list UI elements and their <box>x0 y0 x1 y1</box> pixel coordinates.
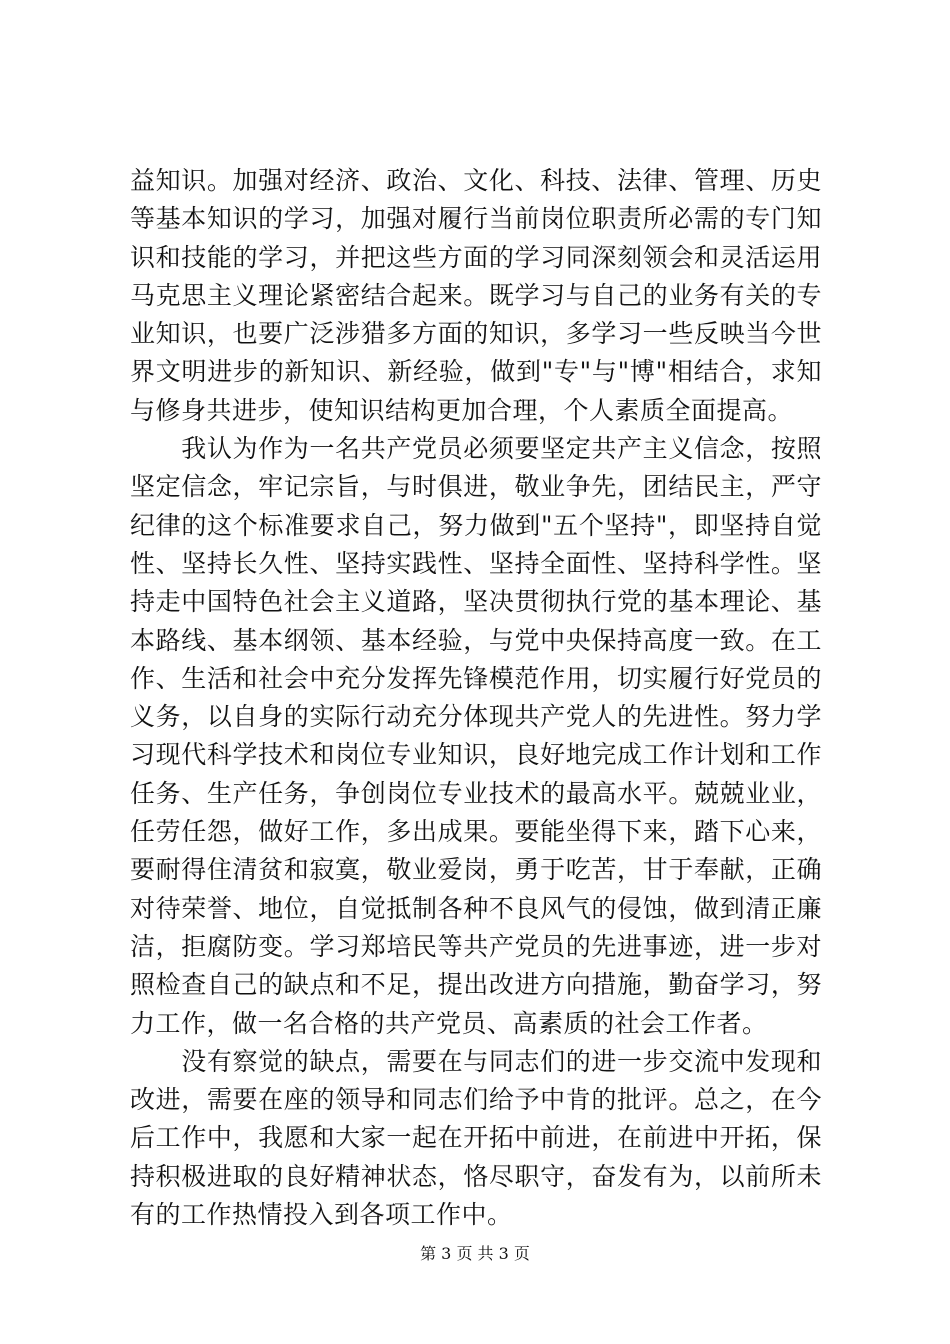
text-line: 本路线、基本纲领、基本经验，与党中央保持高度一致。在工 <box>130 625 822 655</box>
text-line: 性、坚持长久性、坚持实践性、坚持全面性、坚持科学性。坚 <box>130 548 822 578</box>
text-line: 义务，以自身的实际行动充分体现共产党人的先进性。努力学 <box>130 702 822 732</box>
text-line: 等基本知识的学习，加强对履行当前岗位职责所必需的专门知 <box>130 204 822 234</box>
text-line: 益知识。加强对经济、政治、文化、科技、法律、管理、历史 <box>130 166 822 195</box>
text-line: 改进，需要在座的领导和同志们给予中肯的批评。总之，在今 <box>130 1085 822 1115</box>
text-line: 习现代科学技术和岗位专业知识，良好地完成工作计划和工作 <box>130 740 822 770</box>
text-line: 持走中国特色社会主义道路，坚决贯彻执行党的基本理论、基 <box>130 587 822 617</box>
text-line: 作、生活和社会中充分发挥先锋模范作用，切实履行好党员的 <box>130 663 822 693</box>
text-line: 任务、生产任务，争创岗位专业技术的最高水平。兢兢业业， <box>130 778 822 808</box>
text-line: 持积极进取的良好精神状态，恪尽职守，奋发有为，以前所未 <box>130 1161 822 1191</box>
text-line: 识和技能的学习，并把这些方面的学习同深刻领会和灵活运用 <box>130 242 822 272</box>
text-line: 有的工作热情投入到各项工作中。 <box>130 1200 513 1230</box>
text-line: 对待荣誉、地位，自觉抵制各种不良风气的侵蚀，做到清正廉 <box>130 893 822 923</box>
text-line: 洁，拒腐防变。学习郑培民等共产党员的先进事迹，进一步对 <box>130 931 822 961</box>
text-line: 照检查自己的缺点和不足，提出改进方向措施，勤奋学习，努 <box>130 970 822 1000</box>
text-line: 要耐得住清贫和寂寞，敬业爱岗，勇于吃苦，甘于奉献，正确 <box>130 855 822 885</box>
text-line: 纪律的这个标准要求自己，努力做到"五个坚持"，即坚持自觉 <box>130 510 822 540</box>
body-text <box>130 162 822 1234</box>
text-line: 坚定信念，牢记宗旨，与时俱进，敬业争先，团结民主，严守 <box>130 472 822 502</box>
text-line: 马克思主义理论紧密结合起来。既学习与自己的业务有关的专 <box>130 280 822 310</box>
text-line: 业知识，也要广泛涉猎多方面的知识，多学习一些反映当今世 <box>130 319 822 349</box>
text-line: 没有察觉的缺点，需要在与同志们的进一步交流中发现和 <box>130 1046 822 1076</box>
text-line: 我认为作为一名共产党员必须要坚定共产主义信念，按照 <box>130 434 822 464</box>
text-line: 后工作中，我愿和大家一起在开拓中前进，在前进中开拓，保 <box>130 1123 822 1153</box>
text-line: 界文明进步的新知识、新经验，做到"专"与"博"相结合，求知 <box>130 357 822 387</box>
text-line: 与修身共进步，使知识结构更加合理，个人素质全面提高。 <box>130 395 794 425</box>
text-line: 任劳任怨，做好工作，多出成果。要能坐得下来，踏下心来， <box>130 817 822 847</box>
text-line: 力工作，做一名合格的共产党员、高素质的社会工作者。 <box>130 1008 768 1038</box>
page-footer: 第 3 页 共 3 页 <box>420 1244 530 1263</box>
